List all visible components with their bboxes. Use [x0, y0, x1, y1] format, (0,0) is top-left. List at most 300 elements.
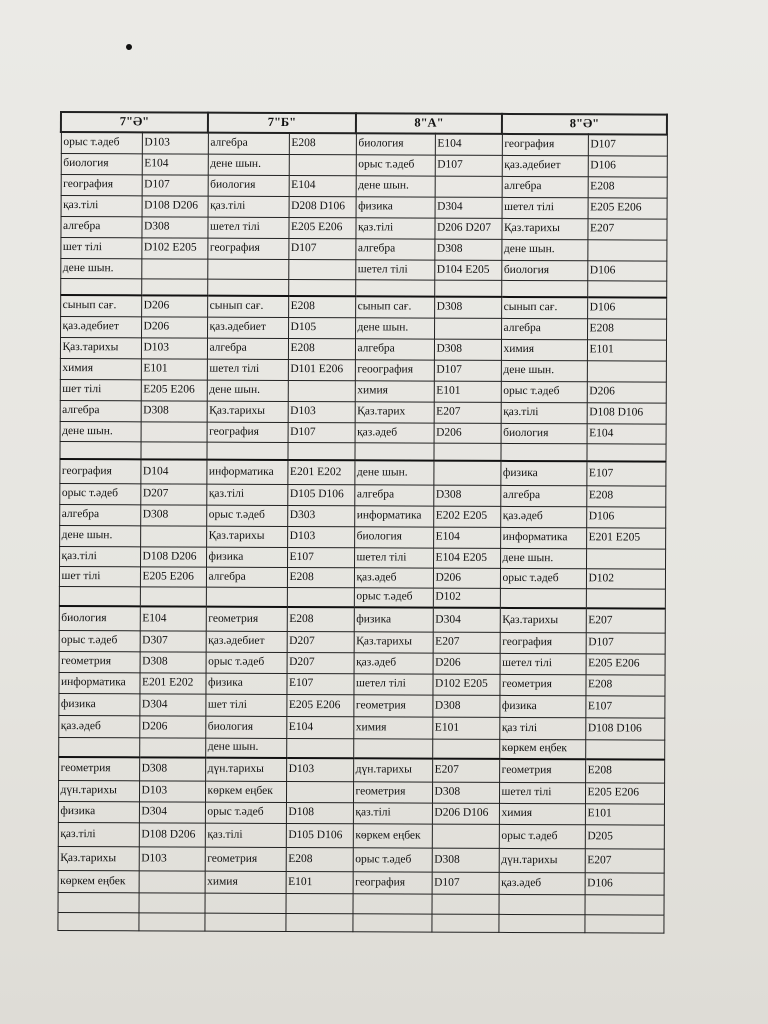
room-cell: D304: [433, 608, 500, 632]
subject-cell: алгебра: [355, 238, 434, 259]
subject-cell: алгебра: [354, 484, 433, 505]
schedule-row: [61, 132, 667, 156]
schedule-row: [58, 801, 664, 825]
room-cell: D105 D106: [287, 484, 354, 505]
subject-cell: биология: [208, 175, 289, 196]
subject-cell: [352, 913, 431, 931]
subject-cell: алгебра: [207, 338, 288, 359]
subject-cell: химия: [499, 803, 585, 824]
room-cell: [286, 738, 353, 758]
room-cell: D205: [585, 824, 664, 848]
subject-cell: география: [207, 422, 288, 442]
subject-cell: [60, 278, 141, 295]
subject-cell: шет тілі: [60, 237, 141, 258]
room-cell: D102: [433, 588, 500, 608]
room-cell: [434, 318, 501, 339]
subject-cell: орыс т.әдеб: [501, 381, 587, 402]
room-cell: E104: [142, 153, 208, 174]
room-cell: D103: [286, 758, 353, 781]
room-cell: E205 E206: [585, 782, 664, 803]
subject-cell: алгебра: [208, 133, 289, 154]
subject-cell: дене шын.: [500, 548, 586, 568]
room-cell: D304: [435, 197, 502, 218]
room-cell: D207: [140, 483, 206, 504]
subject-cell: [58, 737, 139, 757]
subject-cell: [57, 912, 138, 930]
room-cell: D206: [433, 568, 500, 588]
room-cell: [139, 892, 205, 912]
room-cell: [140, 525, 206, 546]
subject-cell: көркем еңбек: [205, 781, 286, 802]
subject-cell: физика: [499, 695, 585, 717]
room-cell: D206: [139, 715, 205, 737]
subject-cell: география: [353, 871, 432, 893]
room-cell: D103: [287, 526, 354, 547]
class-header: 8"Ә": [502, 114, 667, 135]
room-cell: D308: [139, 757, 205, 780]
subject-cell: [206, 442, 287, 460]
room-cell: [139, 870, 205, 892]
room-cell: D105: [288, 317, 355, 338]
room-cell: [587, 360, 666, 381]
subject-cell: [500, 588, 586, 608]
schedule-row: [59, 651, 665, 675]
room-cell: E207: [585, 848, 664, 872]
subject-cell: орыс т.әдеб: [59, 483, 140, 504]
subject-cell: геометрия: [58, 757, 139, 780]
schedule-table-wrapper: [56, 111, 666, 933]
room-cell: [433, 443, 500, 461]
subject-cell: география: [502, 134, 588, 155]
subject-cell: сынып сағ.: [355, 296, 434, 317]
subject-cell: шетел тілі: [355, 259, 434, 279]
subject-cell: дене шын.: [60, 421, 141, 441]
room-cell: D102 E205: [432, 674, 499, 695]
room-cell: E104 E205: [433, 548, 500, 568]
room-cell: E201 E202: [139, 672, 205, 693]
subject-cell: [59, 441, 140, 459]
subject-cell: Қаз.тарихы: [500, 608, 586, 632]
schedule-row: [60, 237, 666, 261]
room-cell: D107: [288, 238, 355, 259]
room-cell: [286, 781, 353, 802]
schedule-row: [59, 630, 665, 654]
subject-cell: орыс т.әдеб: [59, 630, 140, 651]
subject-cell: физика: [58, 693, 139, 715]
room-cell: D107: [588, 134, 667, 155]
subject-cell: геометрия: [59, 651, 140, 672]
subject-cell: дене шын.: [355, 317, 434, 338]
room-cell: [288, 259, 355, 279]
subject-cell: көркем еңбек: [499, 739, 585, 759]
room-cell: D304: [139, 801, 205, 822]
room-cell: D206: [587, 381, 666, 402]
room-cell: E101: [286, 871, 353, 893]
room-cell: D103: [288, 401, 355, 422]
subject-cell: қаз.әдеб: [58, 715, 139, 737]
schedule-row: [60, 295, 666, 319]
subject-cell: дене шын.: [59, 525, 140, 546]
subject-cell: [500, 443, 586, 461]
subject-cell: орыс т.әдеб: [500, 568, 586, 588]
subject-cell: информатика: [500, 527, 586, 548]
room-cell: [288, 380, 355, 401]
room-cell: E101: [434, 381, 501, 402]
room-cell: D108 D106: [585, 717, 664, 739]
subject-cell: алгебра: [59, 504, 140, 525]
schedule-row: [58, 846, 664, 873]
room-cell: D308: [432, 695, 499, 717]
ink-dot: [126, 44, 132, 50]
room-cell: D308: [434, 297, 501, 318]
subject-cell: қаз.тілі: [205, 823, 286, 847]
room-cell: D308: [140, 504, 206, 525]
room-cell: [141, 421, 207, 441]
subject-cell: [58, 892, 139, 912]
subject-cell: [205, 893, 286, 913]
room-cell: D108 D106: [587, 402, 666, 423]
room-cell: D308: [433, 485, 500, 506]
subject-cell: шетел тілі: [499, 782, 585, 803]
subject-cell: биология: [205, 716, 286, 738]
schedule-row: [58, 870, 664, 895]
room-cell: E207: [586, 608, 665, 632]
subject-cell: қаз.тілі: [58, 822, 139, 846]
schedule-row: [58, 892, 664, 915]
subject-cell: орыс т.әдеб: [356, 154, 435, 175]
room-cell: D101 E206: [288, 359, 355, 380]
subject-cell: химия: [501, 339, 587, 360]
subject-cell: [501, 280, 587, 297]
subject-cell: информатика: [206, 460, 287, 484]
room-cell: E208: [287, 567, 354, 587]
subject-cell: геоография: [355, 359, 434, 380]
room-cell: D308: [432, 782, 499, 803]
subject-cell: биология: [501, 423, 587, 443]
subject-cell: Қаз.тарихы: [58, 846, 139, 870]
subject-cell: қаз.әдеб: [355, 422, 434, 442]
room-cell: [286, 893, 353, 913]
subject-cell: химия: [355, 380, 434, 401]
schedule-row: [60, 379, 666, 403]
subject-cell: физика: [354, 607, 433, 631]
subject-cell: сынып сағ.: [207, 296, 288, 317]
class-header-row: [61, 112, 667, 135]
schedule-row: [60, 258, 666, 281]
schedule-row: [60, 400, 666, 424]
room-cell: D308: [434, 339, 501, 360]
subject-cell: алгебра: [355, 338, 434, 359]
subject-cell: көркем еңбек: [353, 823, 432, 847]
subject-cell: [206, 587, 287, 607]
room-cell: [587, 280, 666, 297]
subject-cell: [353, 738, 432, 758]
subject-cell: физика: [58, 801, 139, 822]
room-cell: D307: [140, 630, 206, 651]
subject-cell: дүн.тарихы: [58, 780, 139, 801]
subject-cell: геометрия: [205, 847, 286, 871]
room-cell: D108: [286, 802, 353, 823]
subject-cell: [207, 279, 288, 296]
subject-cell: сынып сағ.: [501, 297, 587, 318]
room-cell: E207: [433, 632, 500, 653]
subject-cell: алгебра: [501, 318, 587, 339]
room-cell: D308: [141, 216, 207, 237]
room-cell: D107: [434, 360, 501, 381]
room-cell: D107: [142, 174, 208, 195]
room-cell: E101: [587, 339, 666, 360]
subject-cell: Қаз.тарихы: [501, 218, 587, 239]
room-cell: D206: [141, 316, 207, 337]
subject-cell: орыс т.әдеб: [206, 652, 287, 673]
subject-cell: физика: [205, 673, 286, 694]
subject-cell: физика: [356, 196, 435, 217]
room-cell: [432, 894, 499, 914]
subject-cell: дүн.тарихы: [205, 758, 286, 781]
room-cell: D207: [287, 652, 354, 673]
room-cell: D308: [140, 651, 206, 672]
subject-cell: шет тілі: [205, 694, 286, 716]
room-cell: E104: [435, 134, 502, 155]
subject-cell: Қаз.тарихы: [60, 337, 141, 358]
schedule-row: [61, 174, 667, 198]
subject-cell: информатика: [58, 672, 139, 693]
schedule-row: [59, 504, 665, 528]
subject-cell: [498, 914, 584, 932]
subject-cell: шетел тілі: [354, 547, 433, 567]
room-cell: E207: [434, 402, 501, 423]
room-cell: E101: [585, 803, 664, 824]
schedule-row: [58, 822, 664, 849]
schedule-row: [58, 757, 664, 783]
subject-cell: қаз.әдебиет: [502, 155, 588, 176]
subject-cell: қаз.тілі: [206, 484, 287, 505]
subject-cell: алгебра: [502, 176, 588, 197]
room-cell: D102 E205: [141, 237, 207, 258]
room-cell: E208: [585, 674, 664, 695]
subject-cell: Қаз.тарихы: [354, 631, 433, 652]
subject-cell: дене шын.: [60, 258, 141, 278]
subject-cell: алгебра: [500, 485, 586, 506]
subject-cell: химия: [353, 716, 432, 738]
room-cell: [586, 548, 665, 568]
subject-cell: орыс т.әдеб: [354, 587, 433, 607]
room-cell: D308: [432, 848, 499, 872]
room-cell: [587, 239, 666, 260]
room-cell: [289, 154, 356, 175]
schedule-row: [59, 546, 665, 569]
subject-cell: шетел тілі: [500, 653, 586, 674]
room-cell: [140, 586, 206, 606]
subject-cell: көркем еңбек: [58, 870, 139, 892]
room-cell: E208: [586, 485, 665, 506]
room-cell: D208 D106: [289, 196, 356, 217]
schedule-row: [60, 358, 666, 382]
class-header: 7"Б": [208, 113, 356, 134]
room-cell: E104: [289, 175, 356, 196]
room-cell: D308: [141, 400, 207, 421]
subject-cell: Қаз.тарихы: [207, 401, 288, 422]
schedule-body: [57, 132, 666, 933]
room-cell: E208: [588, 176, 667, 197]
room-cell: E205 E206: [588, 197, 667, 218]
subject-cell: [354, 442, 433, 460]
subject-cell: қаз.тілі: [355, 217, 434, 238]
room-cell: E205 E206: [141, 379, 207, 400]
room-cell: D108 D206: [142, 195, 208, 216]
room-cell: E107: [286, 673, 353, 694]
room-cell: [287, 587, 354, 607]
room-cell: [435, 176, 502, 197]
room-cell: D206 D207: [434, 218, 501, 239]
subject-cell: дүн.тарихы: [353, 758, 432, 781]
room-cell: D108 D206: [140, 546, 206, 566]
room-cell: [585, 739, 664, 759]
room-cell: E207: [432, 759, 499, 782]
room-cell: D106: [586, 506, 665, 527]
subject-cell: қаз.әдебиет: [60, 316, 141, 337]
subject-cell: орыс т.әдеб: [205, 802, 286, 823]
schedule-row: [59, 525, 665, 549]
room-cell: D104 E205: [434, 260, 501, 280]
subject-cell: қаз.тілі: [59, 546, 140, 566]
room-cell: E104: [140, 606, 206, 630]
room-cell: E107: [586, 461, 665, 485]
subject-cell: шетел тілі: [353, 673, 432, 694]
subject-cell: шетел тілі: [207, 217, 288, 238]
subject-cell: дене шын.: [354, 460, 433, 484]
subject-cell: дене шын.: [205, 738, 286, 758]
subject-cell: физика: [206, 547, 287, 567]
room-cell: D206: [434, 423, 501, 443]
room-cell: E208: [288, 296, 355, 317]
room-cell: E104: [286, 716, 353, 738]
room-cell: [287, 442, 354, 460]
subject-cell: химия: [60, 358, 141, 379]
schedule-row: [60, 421, 666, 444]
room-cell: [433, 461, 500, 485]
schedule-row: [59, 483, 665, 507]
subject-cell: қаз.тілі: [501, 402, 587, 423]
room-cell: E205 E206: [286, 694, 353, 716]
subject-cell: алгебра: [60, 400, 141, 421]
room-cell: [584, 914, 663, 932]
room-cell: [138, 912, 204, 930]
schedule-row: [60, 337, 666, 361]
room-cell: D105 D106: [286, 823, 353, 847]
subject-cell: шетел тілі: [502, 197, 588, 218]
subject-cell: орыс т.әдеб: [61, 132, 142, 153]
room-cell: E201 E202: [287, 460, 354, 484]
room-cell: E101: [141, 358, 207, 379]
room-cell: E208: [288, 338, 355, 359]
room-cell: D103: [142, 132, 208, 153]
subject-cell: қаз.әдебиет: [206, 631, 287, 652]
subject-cell: қаз.әдеб: [354, 652, 433, 673]
subject-cell: геометрия: [499, 674, 585, 695]
schedule-row: [59, 606, 665, 633]
subject-cell: шетел тілі: [207, 359, 288, 380]
room-cell: E107: [287, 547, 354, 567]
room-cell: E104: [433, 527, 500, 548]
room-cell: [585, 894, 664, 914]
schedule-row: [59, 459, 665, 486]
room-cell: E208: [286, 847, 353, 871]
room-cell: [432, 824, 499, 848]
room-cell: D107: [432, 872, 499, 894]
subject-cell: биология: [59, 606, 140, 630]
room-cell: E208: [287, 607, 354, 631]
room-cell: D206 D106: [432, 803, 499, 824]
schedule-row: [60, 216, 666, 240]
room-cell: [285, 913, 352, 931]
schedule-table: [56, 111, 668, 933]
room-cell: D106: [585, 872, 664, 894]
subject-cell: [355, 279, 434, 296]
schedule-row: [58, 672, 664, 696]
room-cell: D308: [434, 239, 501, 260]
schedule-row: [58, 715, 664, 740]
subject-cell: алгебра: [60, 216, 141, 237]
room-cell: D103: [139, 846, 205, 870]
room-cell: D303: [287, 505, 354, 526]
subject-cell: шет тілі: [60, 379, 141, 400]
schedule-row: [58, 780, 664, 804]
subject-cell: дене шын.: [356, 175, 435, 196]
subject-cell: орыс т.әдеб: [206, 505, 287, 526]
subject-cell: қаз.тілі: [208, 196, 289, 217]
subject-cell: қаз тілі: [499, 717, 585, 739]
room-cell: [139, 737, 205, 757]
subject-cell: [204, 913, 285, 931]
subject-cell: [207, 259, 288, 279]
subject-cell: алгебра: [206, 567, 287, 587]
room-cell: E208: [587, 318, 666, 339]
room-cell: E208: [585, 759, 664, 782]
subject-cell: сынып сағ.: [60, 295, 141, 316]
room-cell: E205 E206: [140, 566, 206, 586]
room-cell: D107: [586, 632, 665, 653]
room-cell: [141, 278, 207, 295]
subject-cell: биология: [354, 526, 433, 547]
subject-cell: [59, 586, 140, 606]
subject-cell: қаз.тілі: [61, 195, 142, 216]
subject-cell: орыс т.әдеб: [499, 824, 585, 848]
room-cell: D107: [435, 155, 502, 176]
schedule-row: [58, 693, 664, 718]
subject-cell: қаз.әдебиет: [207, 317, 288, 338]
subject-cell: физика: [500, 461, 586, 485]
schedule-row: [58, 737, 664, 760]
subject-cell: дүн.тарихы: [499, 848, 585, 872]
subject-cell: [353, 893, 432, 913]
subject-cell: биология: [356, 133, 435, 154]
room-cell: [140, 441, 206, 459]
class-header: 7"Ә": [61, 112, 208, 133]
room-cell: E101: [432, 717, 499, 739]
subject-cell: шет тілі: [59, 566, 140, 586]
schedule-row: [60, 316, 666, 340]
room-cell: E104: [587, 423, 666, 443]
room-cell: [434, 280, 501, 297]
room-cell: [586, 443, 665, 461]
subject-cell: қаз.әдеб: [499, 872, 585, 894]
subject-cell: дене шын.: [207, 380, 288, 401]
subject-cell: география: [207, 238, 288, 259]
subject-cell: биология: [501, 260, 587, 280]
room-cell: E208: [289, 133, 356, 154]
room-cell: D207: [287, 631, 354, 652]
